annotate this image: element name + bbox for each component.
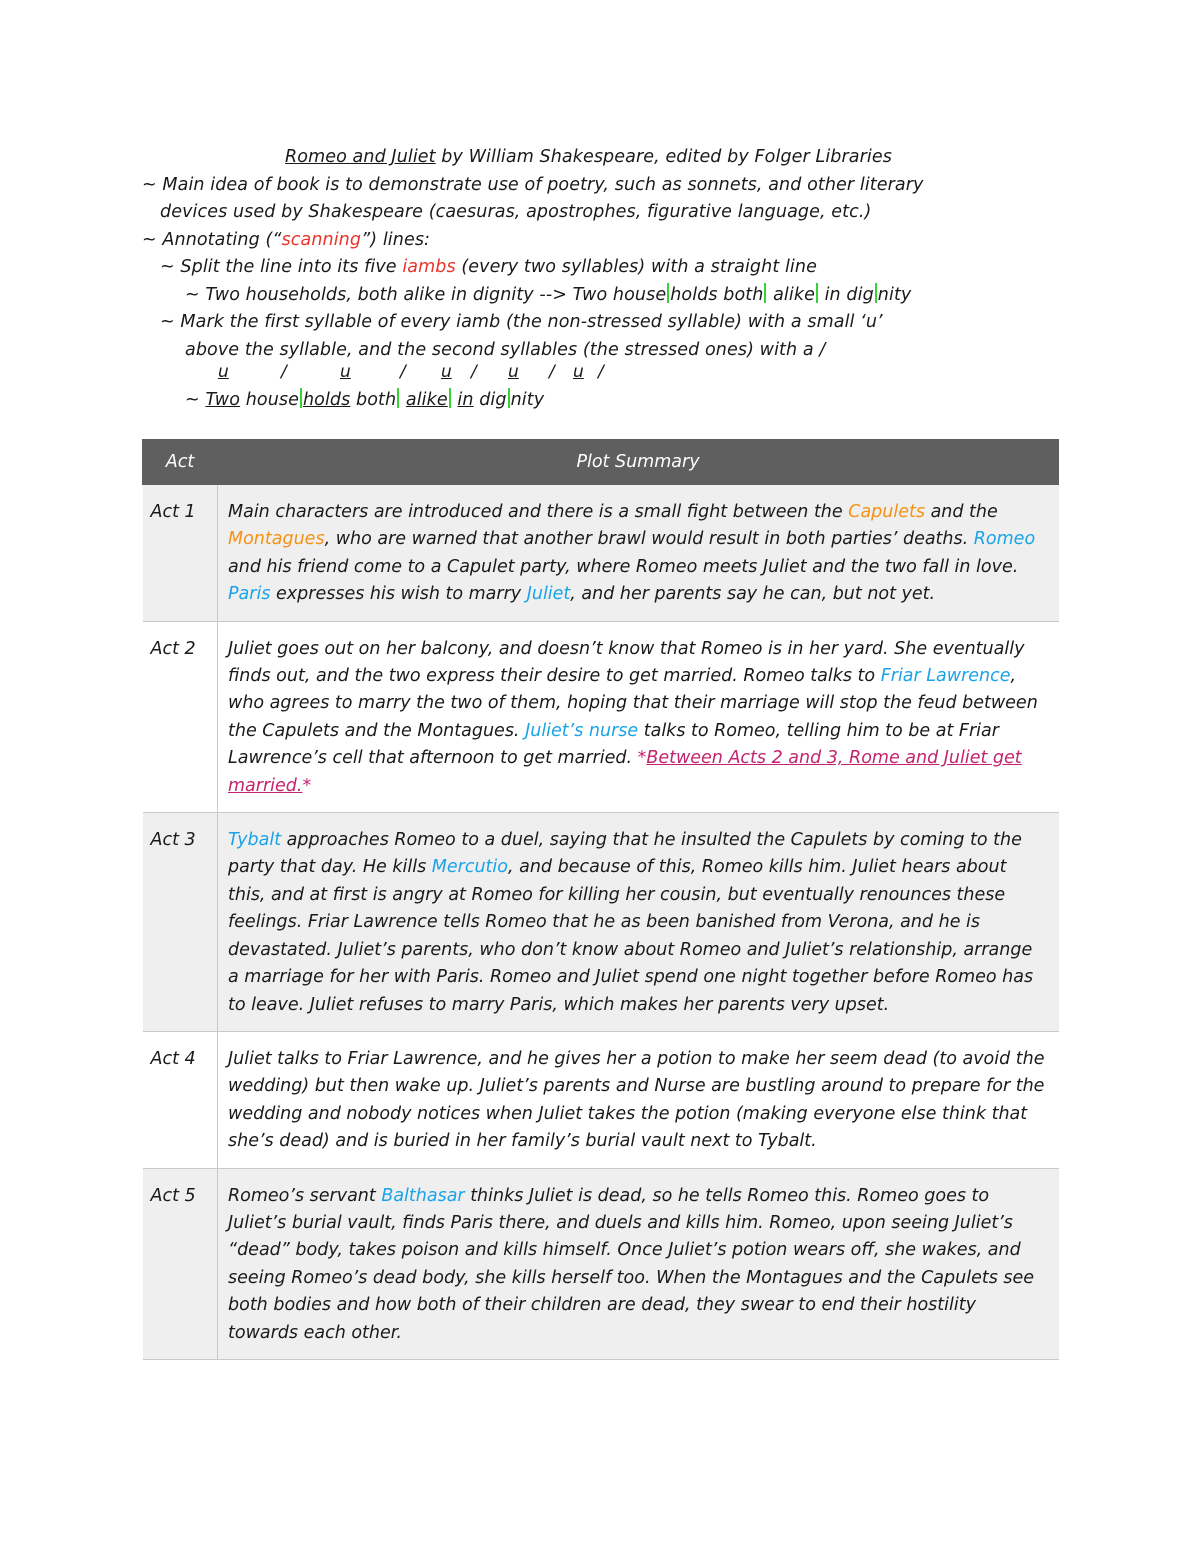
example1-d: nity	[877, 285, 912, 305]
summary-text: Romeo’s servant	[228, 1185, 382, 1206]
iamb-divider	[449, 388, 451, 408]
summary-text: Juliet talks to Friar Lawrence, and he gives her a potion to make her seem dead (to avoid the wedding) but then wake up. Juliet’s parents and Nurse are bustling around to prepare for the wedding and nobody notices when Juliet takes the potion (making everyone else think that she’s dead) and is buried in her family’s burial vault next to Tybalt.	[228, 1048, 1045, 1152]
summary-text: , and her parents say he can, but not yet.	[570, 584, 936, 605]
book-title: Romeo and Juliet	[285, 147, 436, 167]
summary-text: thinks Juliet is dead, so he tells Romeo this. Romeo goes to Juliet’s burial vault, finds Paris there, and duels and kills him. Romeo, upon seeing Juliet’s “dead” body, takes poison and kills himself. Once Juliet’s potion wears off, she wakes, and seeing Romeo’s dead body, she kills herself too. When the Montagues and the Capulets see both bodies and how both of their children are dead, they swear to end their hostility towards each other.	[228, 1185, 1035, 1343]
act-cell: Act 5	[143, 1168, 218, 1359]
example-line-2	[185, 387, 544, 413]
mark-line-2: above the syllable, and the second syllables (the stressed ones) with a /	[185, 340, 826, 360]
iamb-divider	[875, 283, 877, 303]
split-line	[160, 254, 817, 280]
column-header-act: Act	[143, 440, 218, 485]
table-row	[143, 1031, 1059, 1168]
summary-cell	[218, 813, 1059, 1032]
page-title	[285, 144, 892, 170]
example1-pre: ~ Two households, both alike in dignity --> Two house	[185, 285, 667, 305]
summary-text: expresses his wish to marry	[270, 584, 527, 605]
summary-cell	[218, 1031, 1059, 1168]
summary-text: and the	[925, 502, 998, 522]
split-pre: ~ Split the line into its five	[160, 257, 403, 277]
annotating-pre: ~ Annotating (“	[142, 230, 282, 250]
example2-both: both	[350, 390, 397, 410]
unstressed-mark: u	[508, 362, 519, 382]
character-montagues: Montagues	[228, 529, 325, 550]
summary-cell	[218, 485, 1059, 622]
character-tybalt: Tybalt	[228, 830, 282, 851]
annotating-line	[142, 227, 430, 253]
scanning-word: scanning	[281, 230, 362, 250]
summary-text: and his friend come to a Capulet party, where Romeo meets Juliet and the two fall in love.	[228, 556, 1019, 577]
example2-two: Two	[205, 390, 241, 410]
table-row	[143, 1168, 1059, 1359]
iamb-divider	[397, 388, 399, 408]
character-juliet: Juliet	[526, 584, 571, 605]
summary-cell	[218, 621, 1059, 812]
example1-a: holds both	[670, 285, 764, 305]
summary-text: , who agrees to marry the two of them, hoping that their marriage will stop the feud between the Capulets and the Montagues.	[228, 666, 1038, 741]
summary-text: talks to Romeo, telling him to be at Friar Lawrence’s cell that afternoon to get married.	[228, 720, 999, 769]
unstressed-mark: u	[340, 362, 351, 382]
summary-text: , and because of this, Romeo kills him. Juliet hears about this, and at first is angry at Romeo for killing her cousin, but eventually renounces these feelings. Friar Lawrence tells Romeo that he as been banished from Verona, and he is devastated. Juliet’s parents, who don’t know about Romeo and Juliet’s relationship, arrange a marriage for her with Paris. Romeo and Juliet spend one night together before Romeo has to leave. Juliet refuses to marry Paris, which makes her parents very upset.	[228, 857, 1034, 1015]
split-post: (every two syllables) with a straight line	[455, 257, 817, 277]
iamb-divider	[300, 388, 302, 408]
table-header-row	[143, 440, 1059, 485]
character-paris: Paris	[228, 584, 271, 605]
main-idea-line-1: ~ Main idea of book is to demonstrate use of poetry, such as sonnets, and other literary	[142, 175, 924, 195]
table-row	[143, 485, 1059, 622]
mark-line-1: ~ Mark the first syllable of every iamb (the non-stressed syllable) with a small ‘u’	[160, 312, 883, 332]
stressed-mark: /	[549, 362, 555, 382]
example1-b: alike	[767, 285, 815, 305]
character-nurse: Juliet’s nurse	[525, 720, 639, 741]
character-balthasar: Balthasar	[381, 1185, 465, 1206]
act-cell: Act 4	[143, 1031, 218, 1168]
example2-alike: alike	[405, 390, 448, 410]
title-rest: by William Shakespeare, edited by Folger Libraries	[435, 147, 892, 167]
character-capulets: Capulets	[848, 502, 925, 522]
example2-house: house	[240, 390, 299, 410]
stressed-mark: /	[471, 362, 477, 382]
summary-text: Juliet goes out on her balcony, and doesn’t know that Romeo is in her yard. She eventually finds out, and the two express their desire to get married. Romeo talks to	[228, 638, 1025, 687]
example2-holds: holds	[302, 390, 351, 410]
unstressed-mark: u	[218, 362, 229, 382]
example1-c: in dig	[818, 285, 874, 305]
example2-nity: nity	[510, 390, 545, 410]
main-idea-line-2: devices used by Shakespeare (caesuras, apostrophes, figurative language, etc.)	[160, 202, 872, 222]
stress-marks-row	[0, 362, 1200, 386]
plot-summary-table	[142, 439, 1059, 1360]
summary-text: , who are warned that another brawl would result in both parties’ deaths.	[324, 529, 974, 550]
unstressed-mark: u	[573, 362, 584, 382]
example2-tilde: ~	[185, 390, 206, 410]
iamb-divider	[667, 283, 669, 303]
note-star: *	[302, 775, 312, 796]
summary-text: Main characters are introduced and there is a small fight between the	[228, 502, 849, 522]
stressed-mark: /	[281, 362, 287, 382]
note-star: *	[637, 748, 647, 769]
unstressed-mark: u	[441, 362, 452, 382]
example2-in: in	[457, 390, 474, 410]
iambs-word: iambs	[402, 257, 456, 277]
example2-dig: dig	[473, 390, 507, 410]
example-line-1	[185, 282, 911, 308]
character-romeo: Romeo	[973, 529, 1036, 550]
summary-text: approaches Romeo to a duel, saying that he insulted the Capulets by coming to the party that day. He kills	[228, 830, 1022, 878]
marriage-note: Between Acts 2 and 3, Rome and Juliet get married.	[228, 748, 1022, 796]
table-row	[143, 813, 1059, 1032]
annotating-post: ”) lines:	[361, 230, 431, 250]
stressed-mark: /	[400, 362, 406, 382]
act-cell: Act 1	[143, 485, 218, 622]
summary-cell	[218, 1168, 1059, 1359]
act-cell: Act 3	[143, 813, 218, 1032]
iamb-divider	[508, 388, 510, 408]
iamb-divider	[816, 283, 818, 303]
character-mercutio: Mercutio	[431, 857, 508, 878]
character-friar-lawrence: Friar Lawrence	[880, 666, 1011, 687]
act-cell: Act 2	[143, 621, 218, 812]
stressed-mark: /	[598, 362, 604, 382]
table-row	[143, 621, 1059, 812]
column-header-plot-summary: Plot Summary	[218, 440, 1059, 485]
